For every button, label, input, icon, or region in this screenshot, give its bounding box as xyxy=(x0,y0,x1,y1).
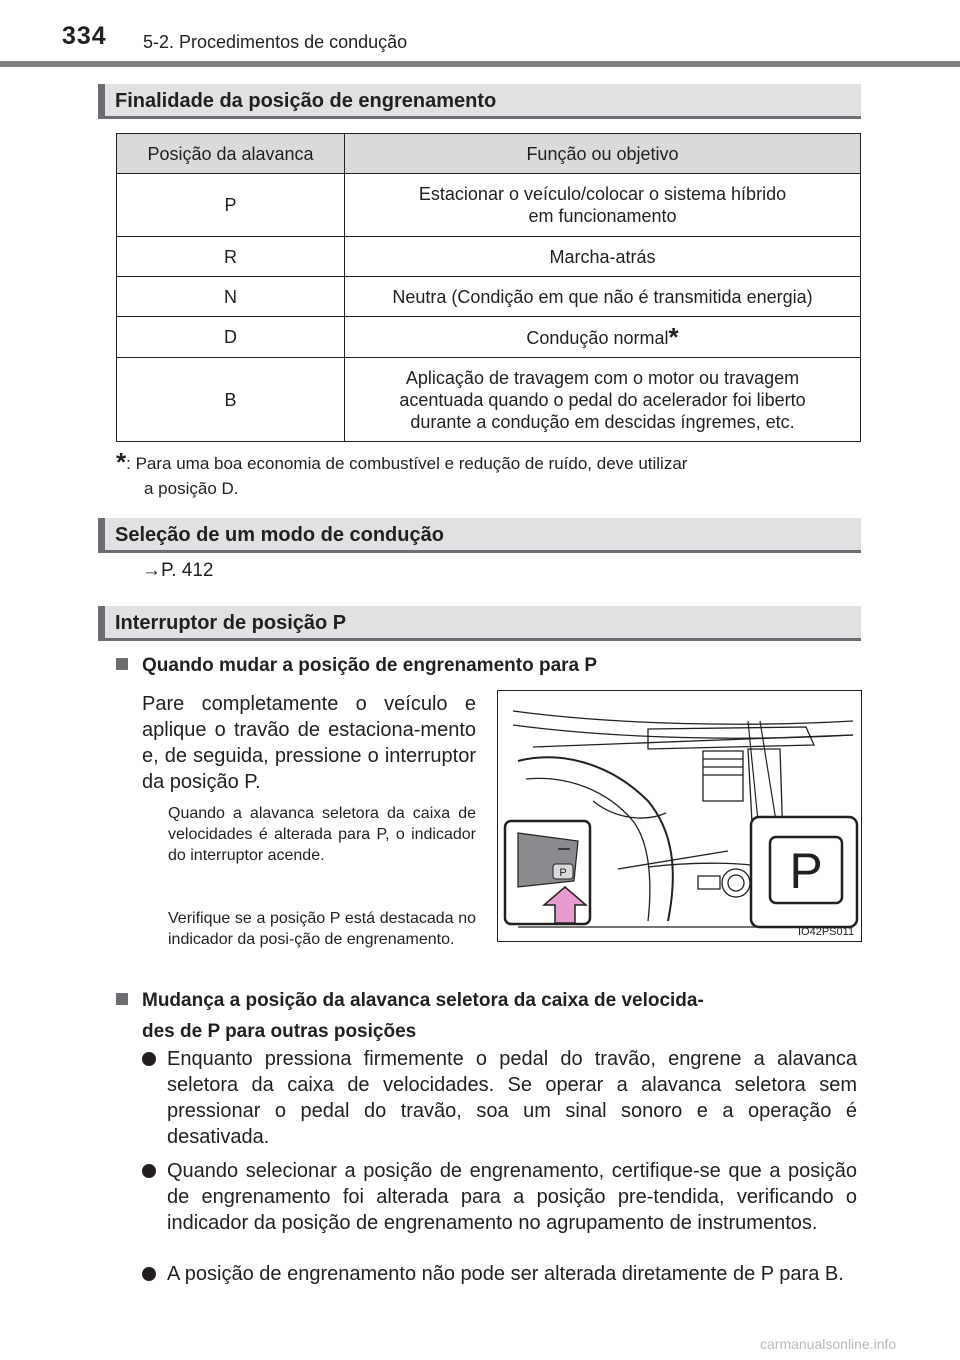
cell-line: Condução normal xyxy=(526,327,669,348)
dashboard-illustration xyxy=(497,690,862,942)
cell-position: D xyxy=(117,317,345,358)
note-paragraph: Verifique se a posição P está destacada no indicador da posi-ção de engrenamento. xyxy=(168,910,476,948)
cell-function xyxy=(345,174,861,237)
column-header-position: Posição da alavanca xyxy=(117,134,345,174)
table-footnote xyxy=(116,447,856,501)
column-header-function: Função ou objetivo xyxy=(345,134,861,174)
section-title: Finalidade da posição de engrenamento xyxy=(115,90,497,112)
table-row xyxy=(117,317,861,358)
bullet-dot-icon xyxy=(142,1164,156,1178)
subsection-title: Quando mudar a posição de engrenamento para P xyxy=(142,655,598,676)
bullet-text: Enquanto pressiona firmemente o pedal do travão, engrene a alavanca seletora da caixa de velocidades. Se operar a alavanca seletora sem pressionar o pedal do travão, soa um sinal sonoro e a operação é desativada. xyxy=(167,1048,857,1148)
subsection-heading xyxy=(116,650,597,681)
footnote-marker: * xyxy=(668,321,679,352)
cell-function xyxy=(345,358,861,442)
section-header-selecao xyxy=(98,518,861,553)
subsection-title-continued: des de P para outras posições xyxy=(142,1021,417,1042)
section-title: Interruptor de posição P xyxy=(115,612,347,634)
bullet-item xyxy=(142,1158,857,1236)
bullet-dot-icon xyxy=(142,1267,156,1281)
cell-line: Aplicação de travagem com o motor ou travagem xyxy=(405,367,800,388)
cell-function: Marcha-atrás xyxy=(345,237,861,277)
section-accent xyxy=(98,84,105,116)
section-header-interruptor xyxy=(98,606,861,641)
p-indicator-label: P xyxy=(789,843,823,899)
bullet-dot-icon xyxy=(142,1052,156,1066)
cell-line: Estacionar o veículo/colocar o sistema híbrido xyxy=(418,184,787,204)
instruction-paragraph: Pare completamente o veículo e aplique o travão de estaciona-mento e, de seguida, pressione o interruptor da posição P. xyxy=(142,693,476,793)
page-number: 334 xyxy=(62,22,107,50)
section-header-finalidade xyxy=(98,84,861,119)
table-row xyxy=(117,358,861,442)
dashboard-drawing xyxy=(498,691,860,940)
cell-function xyxy=(345,317,861,358)
header-rule xyxy=(0,61,960,67)
footnote-marker: * xyxy=(116,447,127,477)
bullet-text: A posição de engrenamento não pode ser alterada diretamente de P para B. xyxy=(167,1263,844,1285)
table-row xyxy=(117,237,861,277)
cell-position: R xyxy=(117,237,345,277)
cell-position: B xyxy=(117,358,345,442)
watermark: carmanualsonline.info xyxy=(760,1336,897,1352)
square-bullet-icon xyxy=(116,658,128,670)
gear-position-table xyxy=(116,133,861,442)
bullet-text: Quando selecionar a posição de engrenamento, certifique-se que a posição de engrenamento foi alterada para a posição pre-tendida, verificando o indicador da posição de engrenamento no agrupamento de instrumentos. xyxy=(167,1160,857,1234)
table-row xyxy=(117,174,861,237)
cell-position: N xyxy=(117,277,345,317)
section-accent xyxy=(98,518,105,550)
small-p-button-label: P xyxy=(559,867,567,879)
bullet-item xyxy=(142,1261,857,1287)
note-paragraph: Quando a alavanca seletora da caixa de velocidades é alterada para P, o indicador do interruptor acende. xyxy=(168,805,476,864)
bullet-item xyxy=(142,1046,857,1150)
running-head: 5-2. Procedimentos de condução xyxy=(143,32,408,52)
footnote-text-continued: a posição D. xyxy=(144,479,239,498)
subsection-title: Mudança a posição da alavanca seletora da caixa de velocida- xyxy=(142,990,704,1011)
cell-line: durante a condução em descidas íngremes, etc. xyxy=(410,411,795,432)
cell-line: em funcionamento xyxy=(528,206,677,226)
cell-line: acentuada quando o pedal do acelerador foi liberto xyxy=(399,389,806,410)
cell-position: P xyxy=(117,174,345,237)
table-header-row xyxy=(117,134,861,174)
subsection-heading xyxy=(116,985,861,1047)
footnote-text: : Para uma boa economia de combustível e redução de ruído, deve utilizar xyxy=(126,454,688,473)
table-row xyxy=(117,277,861,317)
section-accent xyxy=(98,606,105,638)
cell-function: Neutra (Condição em que não é transmitida energia) xyxy=(345,277,861,317)
figure-code: IO42PS011 xyxy=(798,926,855,938)
section-title: Seleção de um modo de condução xyxy=(115,524,444,546)
square-bullet-icon xyxy=(116,993,128,1005)
page-reference: →P. 412 xyxy=(142,560,214,581)
